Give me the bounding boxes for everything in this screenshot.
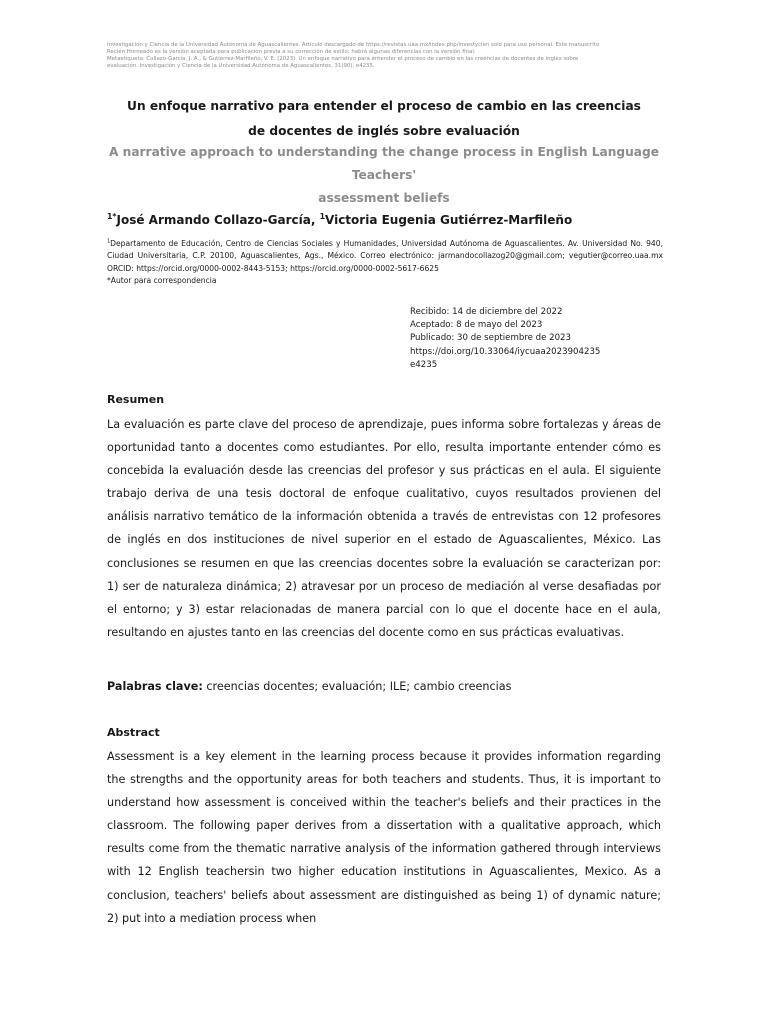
corresponding-author-note: *Autor para correspondencia [107, 276, 217, 286]
header-notice-line: Metaetiqueta: Collazo-García, J. A., & Gutiérrez-Marfileño, V. E. (2023). Un enfoque narrativo para entender el proceso de cambio en las creencias de docentes de inglés sobre [107, 56, 579, 62]
title-english-line: assessment beliefs [318, 191, 450, 205]
accepted-date: Aceptado: 8 de mayo del 2023 [410, 320, 543, 331]
keywords-text: creencias docentes; evaluación; ILE; cambio creencias [202, 680, 512, 693]
author-list [107, 211, 663, 229]
article-id: e4235 [410, 359, 438, 370]
author-name: Victoria Eugenia Gutiérrez-Marfileño [325, 213, 573, 227]
author-name: José Armando Collazo-García, [116, 213, 320, 227]
affiliation-text [107, 238, 663, 275]
header-notice-line: Recién Horneado es la versión aceptada para publicación previa a su corrección de estilo; habrá algunas diferencias con la versión final. [107, 49, 476, 55]
keywords-label: Palabras clave: [107, 680, 203, 693]
header-notice [107, 42, 663, 70]
received-date: Recibido: 14 de diciembre del 2022 [410, 307, 563, 317]
title-english-line: A narrative approach to understanding the change process in English Language Teachers' [108, 145, 660, 182]
affiliation-body: Departamento de Educación, Centro de Ciencias Sociales y Humanidades, Universidad Autónoma de Aguascalientes. Av. Universidad No. 940, Ciudad Universitaria, C.P. 20100, Aguascalientes, Ags., México. Correo electrónico: jarmandocollazog20@gmail.com; vegutier@correo.uaa.mx ORCID: https://orcid.org/0000-0002-8443-5153; https://orcid.org/0000-0002-5617-6625 [107, 239, 663, 273]
doi-link[interactable]: https://doi.org/10.33064/iycuaa2023904235 [410, 346, 601, 357]
title-spanish-line: de docentes de inglés sobre evaluación [248, 124, 520, 138]
keywords-line [107, 676, 661, 698]
title-english [100, 141, 668, 210]
title-spanish-line: Un enfoque narrativo para entender el proceso de cambio en las creencias [127, 99, 641, 113]
resumen-heading: Resumen [107, 393, 165, 406]
publication-dates [410, 306, 670, 372]
author-marker: 1 [319, 212, 325, 221]
abstract-body: Assessment is a key element in the learning process because it provides information regarding the strengths and the opportunity areas for both teachers and students. Thus, it is important to understand how assessment is conceived within the teacher's beliefs and their practices in the classroom. The following paper derives from a dissertation with a qualitative approach, which results come from the thematic narrative analysis of the information gathered through interviews with 12 English teachersin two higher education institutions in Aguascalientes, Mexico. As a conclusion, teachers' beliefs about assessment are distinguished as being 1) of dynamic nature; 2) put into a mediation process when [107, 750, 661, 925]
resumen-body: La evaluación es parte clave del proceso de aprendizaje, pues informa sobre fortalezas y áreas de oportunidad tanto a docentes como estudiantes. Por ello, resulta importante entender cómo es concebida la evaluación desde las creencias del profesor y sus prácticas en el aula. El siguiente trabajo deriva de una tesis doctoral de enfoque cualitativo, cuyos resultados provienen del análisis narrativo temático de la información obtenida a través de entrevistas con 12 profesores de inglés en dos instituciones de nivel superior en el estado de Aguascalientes, México. Las conclusiones se resumen en que las creencias docentes sobre la evaluación se caracterizan por: 1) ser de naturaleza dinámica; 2) atravesar por un proceso de mediación al verse desafiadas por el entorno; y 3) estar relacionadas de manera parcial con lo que el docente hace en el aula, resultando en ajustes tanto en las creencias del docente como en sus prácticas evaluativas. [107, 418, 661, 639]
author-marker: 1* [107, 212, 117, 221]
header-notice-line: evaluación. Investigación y Ciencia de la Universidad Autónoma de Aguascalientes, 31(90), e4235. [107, 63, 375, 69]
header-notice-line: Investigación y Ciencia de la Universidad Autónoma de Aguascalientes. Artículo descargado de https://revistas.uaa.mx/index.php/investycien solo para uso personal. Este manuscrito [107, 42, 600, 48]
published-date: Publicado: 30 de septiembre de 2023 [410, 333, 571, 344]
abstract-heading: Abstract [107, 726, 160, 739]
title-spanish [100, 94, 668, 144]
affiliation-block [107, 238, 663, 288]
affiliation-marker: 1 [107, 238, 111, 245]
